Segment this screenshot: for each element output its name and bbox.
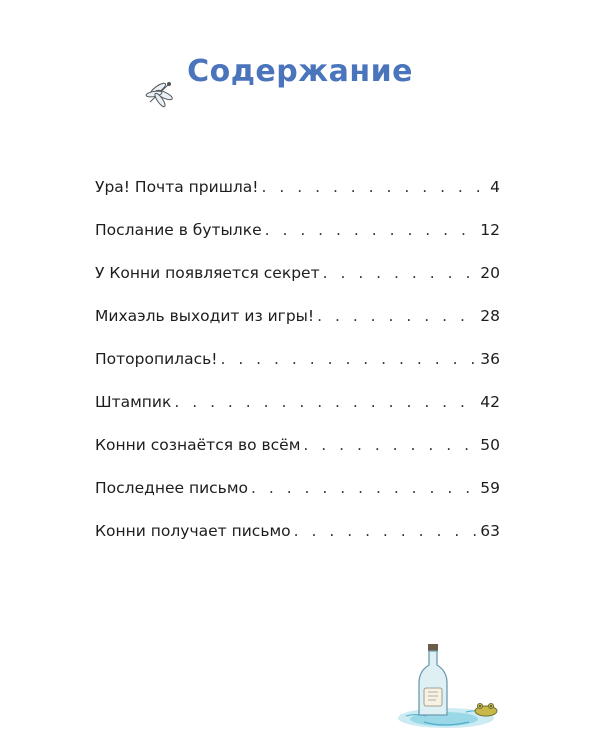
toc-entry-title: Штампик xyxy=(95,393,172,411)
toc-entry-page: 20 xyxy=(480,264,500,282)
toc-leader xyxy=(265,215,478,245)
toc-entry-page: 4 xyxy=(490,178,500,196)
toc-entry[interactable] xyxy=(95,344,500,387)
toc-leader xyxy=(251,473,477,503)
toc-entry-title: Конни получает письмо xyxy=(95,522,291,540)
toc-leader xyxy=(323,258,478,288)
toc-entry-title: Поторопилась! xyxy=(95,350,218,368)
toc-entry-page: 36 xyxy=(480,350,500,368)
toc-leader xyxy=(317,301,477,331)
toc-entry-page: 28 xyxy=(480,307,500,325)
toc-leader xyxy=(303,430,477,460)
toc-leader xyxy=(220,344,477,374)
toc-entry[interactable] xyxy=(95,172,500,215)
dragonfly-icon xyxy=(138,78,176,110)
toc-entry[interactable] xyxy=(95,215,500,258)
frog-icon xyxy=(475,703,497,716)
toc-leader xyxy=(262,172,488,202)
page-title: Содержание xyxy=(187,54,413,89)
toc-entry-title: У Конни появляется секрет xyxy=(95,264,320,282)
toc-entry-title: Михаэль выходит из игры! xyxy=(95,307,315,325)
toc-entry[interactable] xyxy=(95,516,500,559)
toc-entry-page: 63 xyxy=(480,522,500,540)
toc-entry-page: 12 xyxy=(480,221,500,239)
toc-entry[interactable] xyxy=(95,258,500,301)
toc-entry[interactable] xyxy=(95,301,500,344)
bottle-in-water-icon xyxy=(394,640,514,735)
toc-entry-title: Последнее письмо xyxy=(95,479,248,497)
table-of-contents xyxy=(95,172,500,559)
toc-entry-page: 50 xyxy=(480,436,500,454)
toc-entry[interactable] xyxy=(95,387,500,430)
toc-leader xyxy=(294,516,478,546)
toc-entry-page: 59 xyxy=(480,479,500,497)
toc-entry-title: Ура! Почта пришла! xyxy=(95,178,259,196)
toc-entry-title: Послание в бутылке xyxy=(95,221,262,239)
toc-entry-page: 42 xyxy=(480,393,500,411)
toc-entry-title: Конни сознаётся во всём xyxy=(95,436,301,454)
toc-leader xyxy=(174,387,477,417)
toc-entry[interactable] xyxy=(95,473,500,516)
toc-entry[interactable] xyxy=(95,430,500,473)
